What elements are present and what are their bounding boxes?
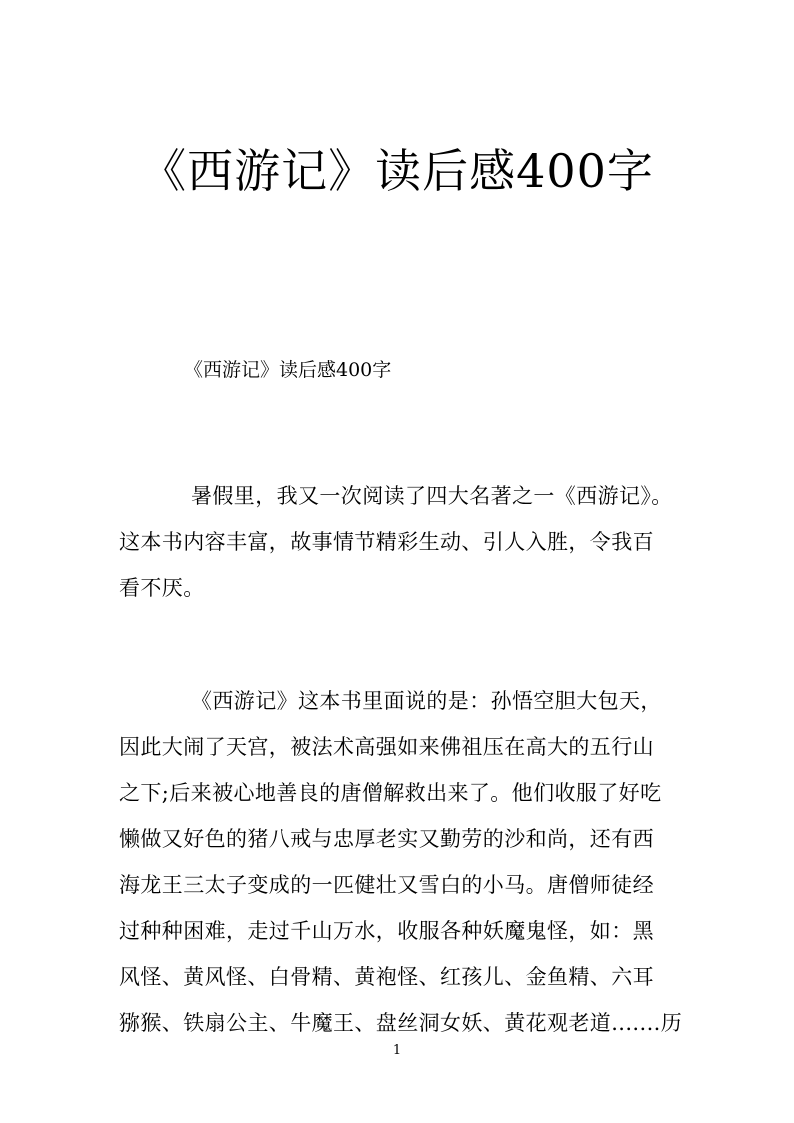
paragraph-line: 《西游记》这本书里面说的是：孙悟空胆大包天，	[191, 689, 662, 713]
paragraph-line: 因此大闹了天宫，被法术高强如来佛祖压在高大的五行山	[119, 735, 654, 759]
paragraph-line: 过种种困难，走过千山万水，收服各种妖魔鬼怪，如：黑	[119, 919, 654, 943]
page-number: 1	[392, 1043, 402, 1058]
paragraph-line: 猕猴、铁扇公主、牛魔王、盘丝洞女妖、黄花观老道.......历	[119, 1011, 683, 1035]
paragraph-line: 之下;后来被心地善良的唐僧解救出来了。他们收服了好吃	[119, 781, 662, 805]
paragraph-2	[119, 678, 683, 1046]
paragraph-line: 这本书内容丰富，故事情节精彩生动、引人入胜，令我百	[119, 530, 654, 554]
paragraph-line: 暑假里，我又一次阅读了四大名著之一《西游记》。	[191, 484, 673, 508]
paragraph-line: 懒做又好色的猪八戒与忠厚老实又勤劳的沙和尚，还有西	[119, 827, 654, 851]
paragraph-line: 海龙王三太子变成的一匹健壮又雪白的小马。唐僧师徒经	[119, 873, 654, 897]
paragraph-line: 看不厌。	[119, 576, 205, 600]
page-subtitle: 《西游记》读后感400字	[184, 359, 392, 381]
paragraph-1	[119, 473, 679, 611]
page-title: 《西游记》读后感400字	[140, 144, 654, 198]
paragraph-line: 风怪、黄风怪、白骨精、黄袍怪、红孩儿、金鱼精、六耳	[119, 965, 654, 989]
